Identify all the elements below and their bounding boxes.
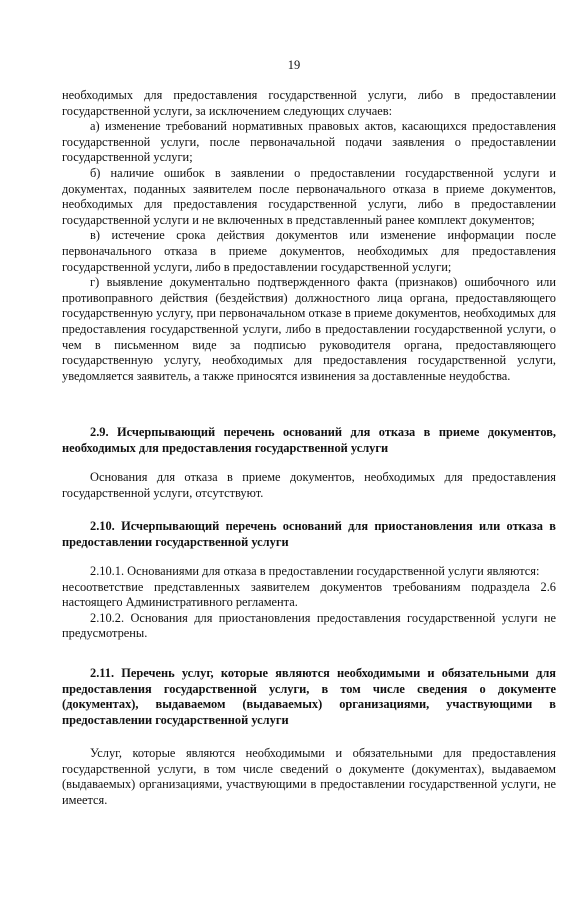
list-item-c: в) истечение срока действия документов или изменение информации после первоначального отказа в приеме документов, необходимых для предоставления государственной услуги, либо в предоставлении государственной услуги; bbox=[62, 228, 556, 274]
list-item-d: г) выявление документально подтвержденного факта (признаков) ошибочного или противоправного действия (бездействия) должностного лица органа, предоставляющего государственную услугу, при первоначальном отказе в приеме документов, необходимых для предоставления государственной услуги, либо в предоставлении государственной услуги, о чем в письменном виде за подписью руководителя органа, предоставляющего государственную услугу, необходимых для предоставления государственной услуги, уведомляется заявитель, а также приносятся извинения за доставленные неудобства. bbox=[62, 275, 556, 383]
section-2-9-body bbox=[62, 470, 556, 501]
section-2-10-1-ground: несоответствие представленных заявителем документов требованиям подраздела 2.6 настоящего Административного регламента. bbox=[62, 579, 556, 610]
section-2-10-2-text: 2.10.2. Основания для приостановления предоставления государственной услуги не предусмотрены. bbox=[62, 610, 556, 641]
section-2-10-heading: 2.10. Исчерпывающий перечень оснований для приостановления или отказа в предоставлении государственной услуги bbox=[62, 519, 556, 549]
section-2-10-1-text: 2.10.1. Основаниями для отказа в предоставлении государственной услуги являются: bbox=[90, 564, 540, 578]
intro-block bbox=[62, 88, 556, 384]
section-2-9-heading: 2.9. Исчерпывающий перечень оснований для отказа в приеме документов, необходимых для предоставления государственной услуги bbox=[62, 425, 556, 455]
section-2-11-body bbox=[62, 746, 556, 808]
intro-paragraph: необходимых для предоставления государственной услуги, либо в предоставлении государственной услуги, за исключением следующих случаев: bbox=[62, 88, 556, 118]
section-2-11-text: Услуг, которые являются необходимыми и обязательными для предоставления государственной услуги, в том числе сведений о документе (документах), выдаваемом (выдаваемых) организациями, участвующими в предоставлении государственной услуги, не имеется. bbox=[62, 746, 556, 807]
section-2-10-body bbox=[62, 564, 556, 642]
page-number: 19 bbox=[287, 58, 301, 72]
list-item-a: а) изменение требований нормативных правовых актов, касающихся предоставления государственной услуги, после первоначальной подачи заявления о предоставлении государственной услуги; bbox=[62, 119, 556, 165]
section-2-11-heading: 2.11. Перечень услуг, которые являются необходимыми и обязательными для предоставления государственной услуги, в том числе сведения о документе (документах), выдаваемом (выдаваемых) организациями, участвующими в предоставлении государственной услуги bbox=[62, 666, 556, 727]
list-item-b: б) наличие ошибок в заявлении о предоставлении государственной услуги и документах, поданных заявителем после первоначального отказа в приеме документов, необходимых для предоставления государственной услуги, либо в предоставлении государственной услуги и не включенных в представленный ранее комплект документов; bbox=[62, 165, 556, 227]
section-2-9-text: Основания для отказа в приеме документов, необходимых для предоставления государственной услуги, отсутствуют. bbox=[62, 470, 556, 500]
